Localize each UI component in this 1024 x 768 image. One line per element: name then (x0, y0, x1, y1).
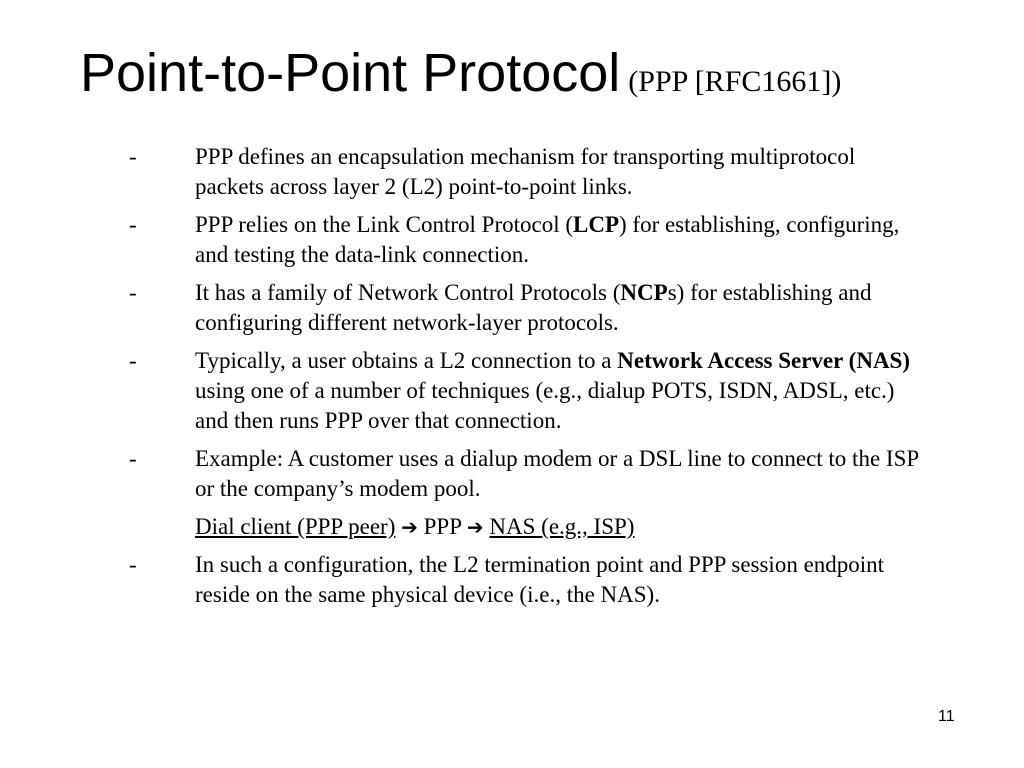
slide-title-main: Point-to-Point Protocol (80, 43, 621, 103)
bullet-item-example (125, 444, 925, 504)
bullet-text (195, 278, 925, 338)
bullet-text-part: ) for establishing, configuring, and testing the data-link connection. (195, 212, 900, 267)
bullet-text (195, 444, 925, 504)
bullet-text (195, 210, 925, 270)
flow-protocol: PPP (423, 514, 462, 539)
bullet-text-part: Example: A customer uses a dialup modem or a DSL line to connect to the ISP or the company’s modem pool. (195, 446, 919, 501)
bullet-marker: - (129, 552, 137, 577)
bullet-text-part: PPP defines an encapsulation mechanism for transporting multiprotocol packets across layer 2 (L2) point-to-point links. (195, 144, 856, 199)
bullet-marker: - (129, 212, 137, 237)
term-lcp: LCP (573, 212, 619, 237)
arrow-right-icon: ➔ (466, 515, 484, 539)
bullet-text-part: s) for establishing and configuring different network-layer protocols. (195, 280, 872, 335)
bullet-item-ncp (125, 278, 925, 338)
bullet-marker: - (129, 348, 137, 373)
bullet-text (195, 142, 925, 202)
bullet-text-part: In such a configuration, the L2 termination point and PPP session endpoint reside on the same physical device (i.e., the NAS). (195, 552, 885, 607)
arrow-right-icon: ➔ (401, 515, 418, 539)
bullet-item-configuration (125, 550, 925, 610)
bullet-text (195, 346, 925, 436)
bullet-text-part: Typically, a user obtains a L2 connection to a (195, 348, 618, 373)
bullet-item-nas (125, 346, 925, 436)
term-ncp: NCP (620, 280, 668, 305)
bullet-text-part: It has a family of Network Control Protocols ( (195, 280, 621, 305)
bullet-item-encapsulation (125, 142, 925, 202)
bullet-marker: - (129, 280, 137, 305)
bullet-text (195, 550, 925, 610)
bullet-marker: - (129, 144, 137, 169)
bullet-text-part: using one of a number of techniques (e.g., dialup POTS, ISDN, ADSL, etc.) and then runs PPP over that connection. (195, 378, 895, 433)
page-number: 11 (938, 708, 955, 725)
bullet-text-part: PPP relies on the Link Control Protocol ( (195, 212, 573, 237)
connection-flow (125, 512, 925, 542)
bullet-list (125, 142, 925, 618)
flow-client: Dial client (PPP peer) (195, 514, 396, 539)
bullet-marker: - (129, 446, 137, 471)
bullet-item-lcp (125, 210, 925, 270)
slide-title-rfc: (PPP [RFC1661]) (628, 65, 842, 98)
flow-server: NAS (e.g., ISP) (489, 514, 635, 539)
term-nas: Network Access Server (NAS) (617, 348, 911, 373)
slide-title (80, 43, 842, 103)
